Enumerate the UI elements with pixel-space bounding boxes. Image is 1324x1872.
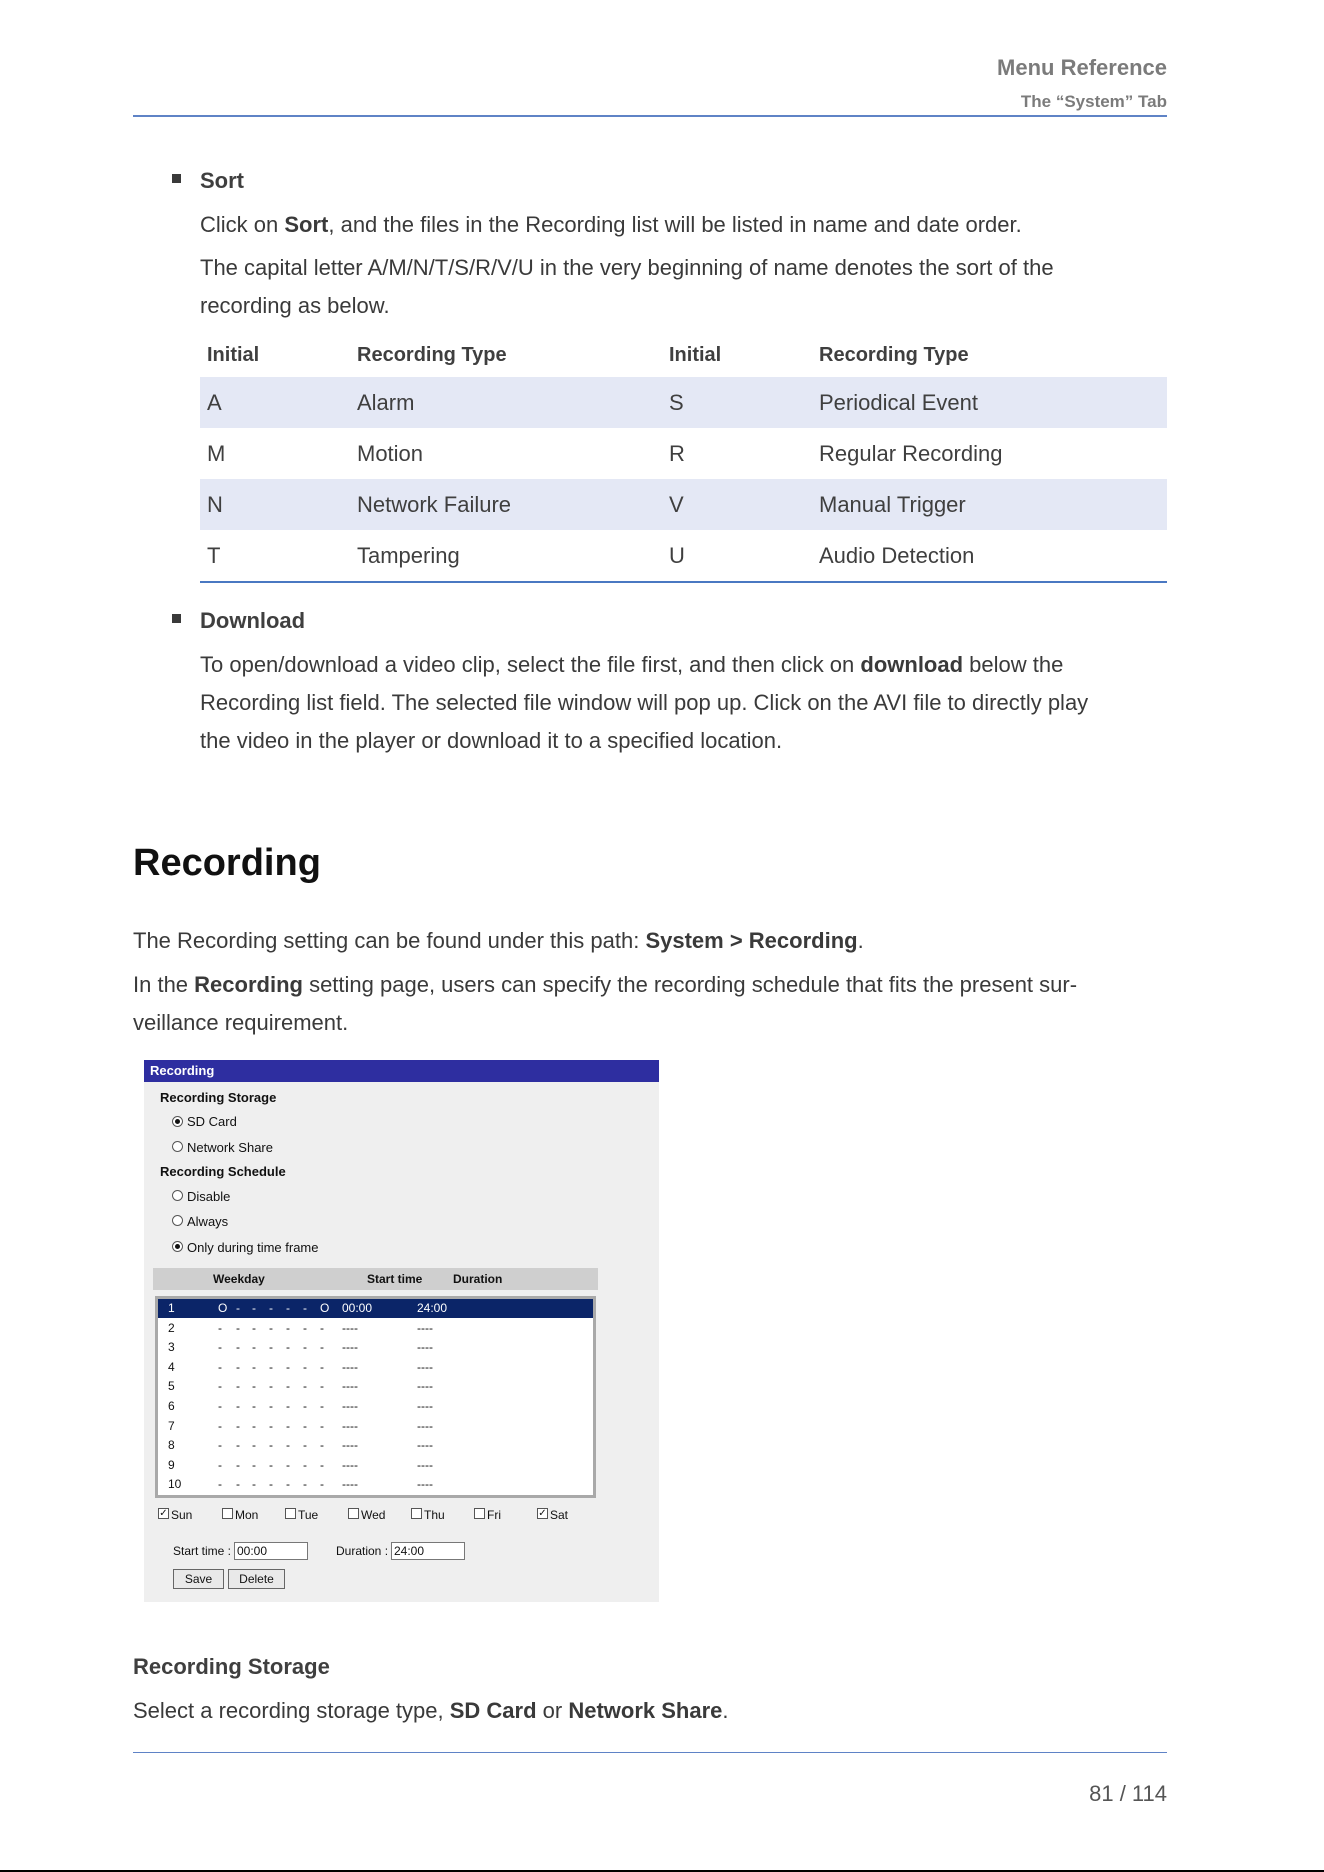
weekday-mark: - — [303, 1359, 307, 1374]
weekday-mark: - — [286, 1477, 290, 1492]
radio-sd-card[interactable] — [172, 1116, 183, 1127]
column-header: Initial — [669, 343, 722, 366]
save-button[interactable]: Save — [173, 1569, 224, 1589]
weekday-mark: - — [286, 1418, 290, 1433]
table-cell: Network Failure — [350, 479, 662, 530]
weekday-mark: - — [252, 1340, 256, 1355]
row-start-time: ---- — [342, 1340, 358, 1355]
row-duration: ---- — [417, 1438, 433, 1453]
weekday-mark: - — [303, 1320, 307, 1335]
table-cell: Alarm — [350, 377, 662, 428]
text-run: Select a recording storage type, — [133, 1698, 450, 1723]
text-run-bold: Recording — [194, 972, 303, 997]
weekday-mark: - — [286, 1359, 290, 1374]
column-header: Start time — [367, 1272, 423, 1286]
bullet-square — [172, 614, 181, 623]
weekday-mark: - — [303, 1418, 307, 1433]
text-run: or — [536, 1698, 569, 1723]
weekday-mark: - — [286, 1457, 290, 1472]
row-index: 9 — [168, 1457, 175, 1472]
checkbox-fri[interactable] — [474, 1508, 485, 1519]
header-rule — [133, 115, 1167, 117]
sort-paragraph-2 — [200, 249, 1054, 325]
row-index: 3 — [168, 1340, 175, 1355]
weekday-mark: - — [218, 1340, 222, 1355]
weekday-mark: - — [286, 1399, 290, 1413]
row-index: 7 — [168, 1418, 175, 1433]
weekday-mark: - — [269, 1301, 273, 1315]
text-line: the video in the player or download it to a specified location. — [200, 728, 783, 753]
checkbox-label: Sat — [550, 1508, 569, 1522]
weekday-mark: - — [252, 1477, 256, 1492]
weekday-mark: - — [320, 1418, 324, 1433]
weekday-mark: - — [303, 1457, 307, 1472]
schedule-row[interactable] — [158, 1358, 593, 1377]
row-start-time: ---- — [342, 1438, 358, 1453]
sort-paragraph-1 — [200, 206, 1022, 244]
row-duration: ---- — [417, 1379, 433, 1394]
radio-always[interactable] — [172, 1215, 183, 1226]
weekday-mark: - — [218, 1418, 222, 1433]
checkbox-sun[interactable]: ✓ — [159, 1508, 168, 1519]
weekday-mark: - — [252, 1359, 256, 1374]
download-heading: Download — [200, 608, 306, 633]
radio-time-frame[interactable] — [172, 1241, 183, 1252]
table-cell: S — [662, 377, 812, 428]
weekday-mark: - — [303, 1477, 307, 1492]
text-run-bold: Sort — [284, 212, 329, 237]
schedule-list[interactable] — [155, 1296, 596, 1498]
section-title-recording: Recording — [133, 842, 321, 884]
weekday-mark: - — [286, 1301, 290, 1315]
weekday-mark: O — [320, 1301, 330, 1315]
text-run: setting page, users can specify the recording schedule that fits the present sur- — [302, 972, 1078, 997]
table-cell: T — [200, 530, 350, 582]
text-run-bold: download — [860, 652, 964, 677]
schedule-row[interactable] — [158, 1436, 593, 1455]
schedule-row[interactable] — [158, 1338, 593, 1357]
duration-input[interactable]: 24:00 — [391, 1542, 465, 1560]
row-duration: 24:00 — [417, 1301, 448, 1315]
text-run: . — [857, 928, 864, 953]
weekday-mark: - — [236, 1438, 240, 1453]
row-start-time: 00:00 — [342, 1301, 373, 1315]
row-start-time: ---- — [342, 1320, 358, 1335]
weekday-mark: - — [218, 1399, 222, 1413]
panel-title-bar: Recording — [144, 1060, 659, 1082]
row-duration: ---- — [417, 1457, 433, 1472]
schedule-section-label: Recording Schedule — [160, 1164, 286, 1179]
text-run: The Recording setting can be found under this path: — [133, 928, 646, 953]
row-duration: ---- — [417, 1320, 433, 1335]
weekday-mark: - — [303, 1301, 307, 1315]
schedule-row[interactable] — [158, 1319, 593, 1338]
schedule-row[interactable] — [158, 1456, 593, 1475]
table-cell: V — [662, 479, 812, 530]
radio-label: Network Share — [187, 1140, 273, 1155]
column-header: Initial — [207, 343, 260, 366]
delete-button[interactable]: Delete — [228, 1569, 285, 1589]
table-cell: Motion — [357, 440, 424, 466]
start-time-input[interactable]: 00:00 — [234, 1542, 308, 1560]
sort-heading: Sort — [200, 168, 244, 193]
weekday-mark: - — [320, 1457, 324, 1472]
weekday-mark: - — [320, 1438, 324, 1453]
row-duration: ---- — [417, 1340, 433, 1355]
weekday-mark: - — [269, 1359, 273, 1374]
text-run: In the — [133, 972, 195, 997]
table-cell: Periodical Event — [812, 377, 1167, 428]
schedule-row[interactable] — [158, 1377, 593, 1396]
table-row — [200, 479, 1167, 530]
radio-label: Disable — [187, 1189, 231, 1204]
table-cell: U — [662, 530, 812, 582]
weekday-mark: - — [269, 1379, 273, 1394]
weekday-mark: - — [303, 1379, 307, 1394]
text-line — [133, 966, 1077, 1004]
footer-rule — [133, 1752, 1167, 1753]
row-start-time: ---- — [342, 1379, 358, 1394]
weekday-mark: - — [252, 1399, 256, 1413]
row-index: 5 — [168, 1379, 175, 1394]
schedule-row[interactable] — [158, 1299, 593, 1318]
storage-heading: Recording Storage — [133, 1654, 330, 1679]
weekday-mark: - — [320, 1477, 324, 1492]
weekday-mark: - — [269, 1457, 273, 1472]
table-row — [200, 428, 1167, 479]
text-line: Recording list field. The selected file window will pop up. Click on the AVI file to directly play — [200, 690, 1089, 715]
weekday-mark: - — [236, 1379, 240, 1394]
checkbox-tue[interactable] — [285, 1508, 296, 1519]
text-run: To open/download a video clip, select the file first, and then click on — [200, 652, 861, 677]
weekday-mark: - — [252, 1301, 256, 1315]
row-start-time: ---- — [342, 1359, 358, 1374]
weekday-mark: O — [218, 1301, 228, 1315]
weekday-mark: - — [218, 1477, 222, 1492]
weekday-mark: - — [236, 1301, 240, 1315]
page-number: 81 / 114 — [1089, 1781, 1167, 1806]
weekday-mark: - — [218, 1457, 222, 1472]
row-duration: ---- — [417, 1477, 433, 1492]
running-header-title: Menu Reference — [997, 55, 1167, 80]
table-cell: Manual Trigger — [812, 479, 1167, 530]
column-header: Recording Type — [819, 343, 969, 366]
checkbox-wed[interactable] — [348, 1508, 359, 1519]
text-run: , and the files in the Recording list will be listed in name and date order. — [328, 212, 1022, 237]
weekday-mark: - — [218, 1379, 222, 1394]
row-index: 6 — [168, 1399, 175, 1413]
table-cell: Tampering — [350, 530, 662, 582]
text-line: The capital letter A/M/N/T/S/R/V/U in the very beginning of name denotes the sort of the — [200, 255, 1054, 280]
radio-network-share[interactable] — [172, 1141, 183, 1152]
schedule-row[interactable] — [158, 1397, 593, 1416]
text-line — [200, 646, 1088, 684]
checkbox-label: Fri — [487, 1508, 501, 1522]
weekday-mark: - — [236, 1477, 240, 1492]
weekday-mark: - — [269, 1340, 273, 1355]
checkbox-label: Sun — [171, 1508, 193, 1522]
weekday-mark: - — [252, 1418, 256, 1433]
weekday-mark: - — [303, 1438, 307, 1453]
row-start-time: ---- — [342, 1418, 358, 1433]
checkbox-mon[interactable] — [222, 1508, 233, 1519]
row-index: 8 — [168, 1438, 175, 1453]
download-paragraph — [200, 646, 1088, 760]
weekday-mark: - — [236, 1320, 240, 1335]
table-header-row — [200, 333, 1167, 377]
weekday-mark: - — [303, 1340, 307, 1355]
weekday-mark: - — [218, 1359, 222, 1374]
schedule-row[interactable] — [158, 1475, 593, 1494]
text-line: recording as below. — [200, 293, 390, 318]
recording-paragraph-2 — [133, 966, 1077, 1042]
radio-label: SD Card — [187, 1114, 237, 1129]
row-start-time: ---- — [342, 1457, 358, 1472]
storage-paragraph — [133, 1692, 729, 1730]
row-duration: ---- — [417, 1399, 433, 1413]
weekday-mark: - — [236, 1399, 240, 1413]
row-index: 1 — [168, 1301, 175, 1315]
row-index: 10 — [168, 1477, 182, 1492]
table-cell: N — [200, 479, 350, 530]
column-header: Duration — [453, 1272, 503, 1286]
weekday-mark: - — [320, 1399, 324, 1413]
text-run: below the — [963, 652, 1064, 677]
table-cell: Regular Recording — [819, 440, 1003, 466]
radio-disable[interactable] — [172, 1190, 183, 1201]
table-row — [200, 377, 1167, 428]
weekday-mark: - — [269, 1418, 273, 1433]
weekday-mark: - — [286, 1379, 290, 1394]
weekday-mark: - — [286, 1438, 290, 1453]
recording-type-table — [200, 333, 1167, 583]
weekday-mark: - — [236, 1340, 240, 1355]
weekday-mark: - — [218, 1438, 222, 1453]
text-line: veillance requirement. — [133, 1010, 349, 1035]
schedule-header — [153, 1268, 598, 1290]
weekday-mark: - — [269, 1399, 273, 1413]
weekday-mark: - — [236, 1457, 240, 1472]
weekday-mark: - — [269, 1438, 273, 1453]
weekday-mark: - — [252, 1320, 256, 1335]
weekday-mark: - — [303, 1399, 307, 1413]
checkbox-thu[interactable] — [411, 1508, 422, 1519]
weekday-mark: - — [236, 1359, 240, 1374]
text-run-bold: System > Recording — [645, 928, 858, 953]
weekday-mark: - — [286, 1340, 290, 1355]
radio-label: Always — [187, 1214, 229, 1229]
text-run: Click on — [200, 212, 285, 237]
row-index: 2 — [168, 1320, 175, 1335]
checkbox-label: Thu — [424, 1508, 445, 1522]
running-header-subtitle: The “System” Tab — [1020, 92, 1167, 111]
weekday-mark: - — [320, 1320, 324, 1335]
table-cell: R — [669, 440, 685, 466]
weekday-mark: - — [269, 1477, 273, 1492]
table-row — [200, 530, 1167, 582]
row-index: 4 — [168, 1359, 175, 1374]
radio-label: Only during time frame — [187, 1240, 319, 1255]
weekday-mark: - — [252, 1379, 256, 1394]
column-header: Recording Type — [357, 343, 507, 366]
schedule-row[interactable] — [158, 1417, 593, 1436]
weekday-mark: - — [320, 1379, 324, 1394]
weekday-mark: - — [320, 1359, 324, 1374]
weekday-mark: - — [320, 1340, 324, 1355]
checkbox-label: Wed — [361, 1508, 386, 1522]
recording-settings-screenshot — [144, 1060, 659, 1602]
table-cell: A — [200, 377, 350, 428]
storage-section-label: Recording Storage — [160, 1090, 277, 1105]
text-run: . — [722, 1698, 729, 1723]
duration-label: Duration : — [336, 1544, 389, 1558]
checkbox-label: Mon — [235, 1508, 259, 1522]
text-run-bold: SD Card — [449, 1698, 537, 1723]
weekday-mark: - — [286, 1320, 290, 1335]
weekday-mark: - — [252, 1438, 256, 1453]
recording-paragraph-1 — [133, 922, 864, 960]
checkbox-sat[interactable]: ✓ — [538, 1508, 547, 1519]
column-header: Weekday — [213, 1272, 265, 1286]
row-start-time: ---- — [342, 1477, 358, 1492]
weekday-mark: - — [252, 1457, 256, 1472]
weekday-mark: - — [269, 1320, 273, 1335]
start-time-label: Start time : — [173, 1544, 232, 1558]
table-cell: Audio Detection — [812, 530, 1167, 582]
weekday-mark: - — [218, 1320, 222, 1335]
weekday-mark: - — [236, 1418, 240, 1433]
checkbox-label: Tue — [298, 1508, 319, 1522]
bullet-square — [172, 174, 181, 183]
row-start-time: ---- — [342, 1399, 358, 1413]
text-run-bold: Network Share — [568, 1698, 723, 1723]
row-duration: ---- — [417, 1359, 433, 1374]
row-duration: ---- — [417, 1418, 433, 1433]
table-cell: M — [207, 440, 226, 466]
